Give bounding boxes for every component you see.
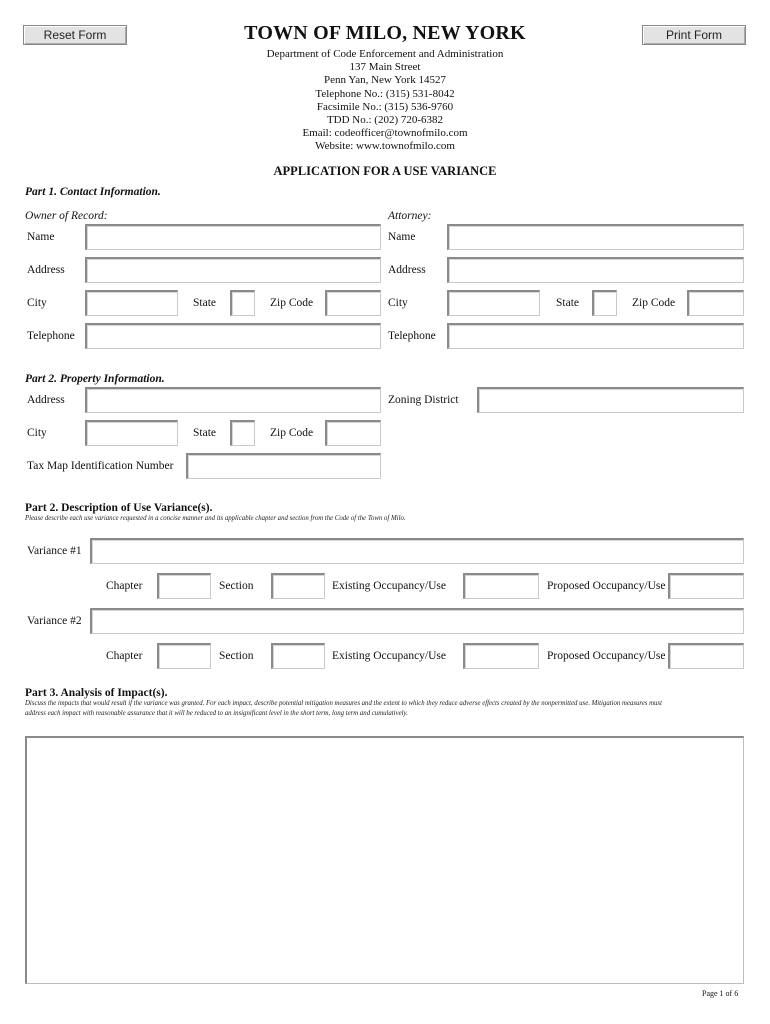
tax-map-field[interactable] <box>186 453 381 479</box>
town-title: TOWN OF MILO, NEW YORK <box>244 22 526 44</box>
property-state-field[interactable] <box>230 420 255 446</box>
header-telephone: Telephone No.: (315) 531-8042 <box>315 87 455 100</box>
attorney-state-field[interactable] <box>592 290 617 316</box>
part2-description-note: Please describe each use variance requested in a concise manner and its applicable chapter and section from the Code of the Town of Milo. <box>25 515 406 522</box>
property-address-field[interactable] <box>85 387 381 413</box>
owner-city-label: City <box>27 297 47 309</box>
part3-note-line2: address each impact with reasonable assurance that it will be reduced to an insignificant level in the short term, long term and cumulatively. <box>25 710 408 717</box>
header-department: Department of Code Enforcement and Administration <box>266 48 504 60</box>
attorney-state-label: State <box>556 297 579 309</box>
variance1-section-field[interactable] <box>271 573 325 599</box>
variance2-chapter-field[interactable] <box>157 643 211 669</box>
form-title: APPLICATION FOR A USE VARIANCE <box>273 164 497 178</box>
variance1-proposed-field[interactable] <box>668 573 744 599</box>
owner-state-label: State <box>193 297 216 309</box>
owner-of-record-label: Owner of Record: <box>25 210 108 222</box>
attorney-city-field[interactable] <box>447 290 540 316</box>
reset-form-button[interactable]: Reset Form <box>23 25 127 45</box>
header-street: 137 Main Street <box>349 61 421 74</box>
header-city: Penn Yan, New York 14527 <box>324 74 446 87</box>
attorney-zip-field[interactable] <box>687 290 744 316</box>
property-state-label: State <box>193 427 216 439</box>
property-zip-label: Zip Code <box>270 427 314 439</box>
variance2-chapter-label: Chapter <box>106 650 143 662</box>
property-city-label: City <box>27 427 47 439</box>
zoning-district-field[interactable] <box>477 387 744 413</box>
header-tdd: TDD No.: (202) 720-6382 <box>326 114 444 126</box>
owner-zip-field[interactable] <box>325 290 381 316</box>
part2-heading: Part 2. Property Information. <box>25 373 165 385</box>
owner-zip-label: Zip Code <box>270 297 314 309</box>
variance1-proposed-label: Proposed Occupancy/Use <box>547 580 666 592</box>
attorney-name-field[interactable] <box>447 224 744 250</box>
variance1-existing-field[interactable] <box>463 573 539 599</box>
header-website: Website: www.townofmilo.com <box>315 140 455 153</box>
attorney-zip-label: Zip Code <box>632 297 676 309</box>
part2-description-heading: Part 2. Description of Use Variance(s). <box>25 502 213 514</box>
variance2-section-field[interactable] <box>271 643 325 669</box>
page-number: Page 1 of 6 <box>702 989 739 998</box>
property-address-label: Address <box>27 394 65 406</box>
tax-map-label: Tax Map Identification Number <box>27 460 174 472</box>
part3-heading: Part 3. Analysis of Impact(s). <box>25 687 168 699</box>
property-zip-field[interactable] <box>325 420 381 446</box>
zoning-district-label: Zoning District <box>388 394 459 406</box>
variance1-field[interactable] <box>90 538 744 564</box>
variance1-existing-label: Existing Occupancy/Use <box>332 580 447 592</box>
variance2-proposed-field[interactable] <box>668 643 744 669</box>
part3-note-line1: Discuss the impacts that would result if the variance was granted. For each impact, describe potential mitigation measures and the extent to which they reduce adverse effects created by the nonpermitted use. Mitigation measures must <box>25 700 662 707</box>
variance2-existing-field[interactable] <box>463 643 539 669</box>
variance2-existing-label: Existing Occupancy/Use <box>332 650 447 662</box>
variance2-label: Variance #2 <box>27 615 82 627</box>
attorney-address-field[interactable] <box>447 257 744 283</box>
owner-address-field[interactable] <box>85 257 381 283</box>
owner-name-label: Name <box>27 231 55 243</box>
part1-heading: Part 1. Contact Information. <box>25 186 161 198</box>
property-city-field[interactable] <box>85 420 178 446</box>
owner-telephone-label: Telephone <box>27 330 75 342</box>
print-form-button[interactable]: Print Form <box>642 25 746 45</box>
attorney-name-label: Name <box>388 231 416 243</box>
attorney-address-label: Address <box>388 264 426 276</box>
variance1-label: Variance #1 <box>27 545 82 557</box>
impact-analysis-textarea[interactable] <box>25 736 744 984</box>
attorney-city-label: City <box>388 297 408 309</box>
variance1-section-label: Section <box>219 580 254 592</box>
owner-name-field[interactable] <box>85 224 381 250</box>
header-email: Email: codeofficer@townofmilo.com <box>302 127 468 140</box>
variance2-field[interactable] <box>90 608 744 634</box>
variance1-chapter-field[interactable] <box>157 573 211 599</box>
attorney-label: Attorney: <box>388 210 432 222</box>
variance2-section-label: Section <box>219 650 254 662</box>
owner-telephone-field[interactable] <box>85 323 381 349</box>
owner-address-label: Address <box>27 264 65 276</box>
owner-city-field[interactable] <box>85 290 178 316</box>
attorney-telephone-label: Telephone <box>388 330 436 342</box>
variance2-proposed-label: Proposed Occupancy/Use <box>547 650 666 662</box>
owner-state-field[interactable] <box>230 290 255 316</box>
header-facsimile: Facsimile No.: (315) 536-9760 <box>316 100 454 113</box>
attorney-telephone-field[interactable] <box>447 323 744 349</box>
variance1-chapter-label: Chapter <box>106 580 143 592</box>
